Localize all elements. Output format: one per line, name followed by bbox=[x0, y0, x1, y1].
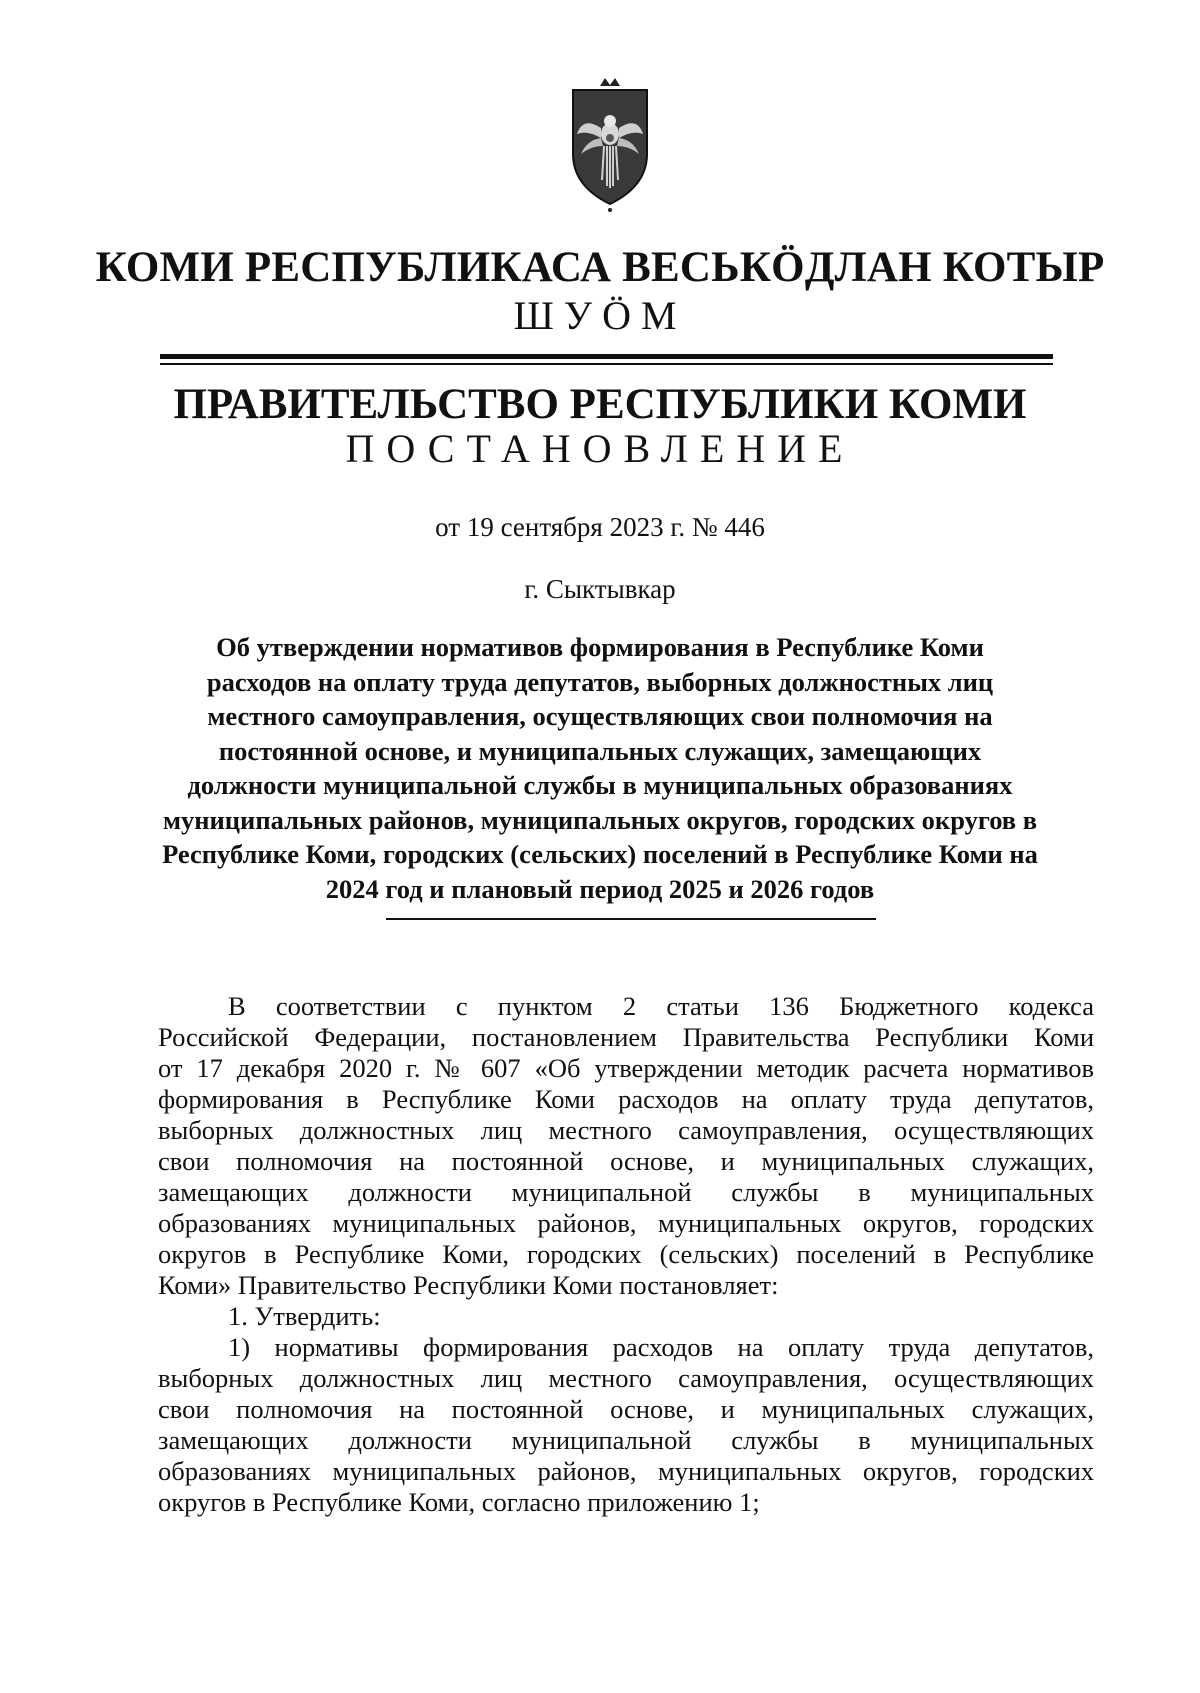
document-city: г. Сыктывкар bbox=[524, 574, 676, 604]
title-line: Об утверждении нормативов формирования в Республике Коми bbox=[216, 632, 984, 662]
body-line: Коми» Правительство Республики Коми постановляет: bbox=[158, 1270, 779, 1300]
body-line: образованиях муниципальных районов, муниципальных округов, городских bbox=[158, 1456, 1094, 1486]
komi-coat-of-arms-icon bbox=[567, 76, 653, 222]
title-underline bbox=[386, 918, 876, 920]
body-line: 1) нормативы формирования расходов на оплату труда депутатов, bbox=[228, 1332, 1094, 1362]
title-line: 2024 год и плановый период 2025 и 2026 годов bbox=[325, 873, 875, 904]
document-body bbox=[158, 991, 1094, 1518]
title-line: Республике Коми, городских (сельских) поселений в Республике Коми на bbox=[162, 839, 1038, 869]
body-line: Российской Федерации, постановлением Правительства Республики Коми bbox=[158, 1022, 1094, 1052]
title-line: должности муниципальной службы в муниципальных образованиях bbox=[187, 770, 1013, 800]
body-line: замещающих должности муниципальной службы в муниципальных bbox=[158, 1177, 1094, 1207]
body-line: выборных должностных лиц местного самоуправления, осуществляющих bbox=[158, 1363, 1094, 1393]
komi-subtitle: ШУӦМ bbox=[513, 293, 687, 338]
title-line: постоянной основе, и муниципальных служащих, замещающих bbox=[218, 735, 982, 766]
header-divider-thick bbox=[160, 354, 1053, 359]
title-line: муниципальных районов, муниципальных округов, городских округов в bbox=[162, 804, 1038, 835]
body-line: 1. Утвердить: bbox=[228, 1301, 381, 1331]
body-line: округов в Республике Коми, городских (сельских) поселений в Республике bbox=[158, 1239, 1094, 1269]
government-title: ПРАВИТЕЛЬСТВО РЕСПУБЛИКИ КОМИ bbox=[173, 381, 1027, 428]
title-line: расходов на оплату труда депутатов, выборных должностных лиц bbox=[206, 666, 994, 697]
document-date-number: от 19 сентября 2023 г. № 446 bbox=[435, 512, 765, 542]
resolution-title bbox=[130, 630, 1070, 906]
body-line: свои полномочия на постоянной основе, и муниципальных служащих, bbox=[158, 1146, 1094, 1176]
komi-title: КОМИ РЕСПУБЛИКАСА ВЕСЬКӦДЛАН КОТЫР bbox=[95, 244, 1105, 291]
body-line: В соответствии с пунктом 2 статьи 136 Бюджетного кодекса bbox=[228, 991, 1094, 1021]
body-line: от 17 декабря 2020 г. № 607 «Об утверждении методик расчета нормативов bbox=[158, 1053, 1094, 1083]
body-line: выборных должностных лиц местного самоуправления, осуществляющих bbox=[158, 1115, 1094, 1145]
body-line: свои полномочия на постоянной основе, и муниципальных служащих, bbox=[158, 1394, 1094, 1424]
body-line: округов в Республике Коми, согласно приложению 1; bbox=[158, 1487, 760, 1517]
title-line: местного самоуправления, осуществляющих свои полномочия на bbox=[207, 701, 993, 731]
body-line: формирования в Республике Коми расходов на оплату труда депутатов, bbox=[158, 1084, 1094, 1114]
document-type: ПОСТАНОВЛЕНИЕ bbox=[345, 426, 855, 471]
header-divider-thin bbox=[160, 363, 1053, 365]
body-line: образованиях муниципальных районов, муниципальных округов, городских bbox=[158, 1208, 1094, 1238]
body-line: замещающих должности муниципальной службы в муниципальных bbox=[158, 1425, 1094, 1455]
